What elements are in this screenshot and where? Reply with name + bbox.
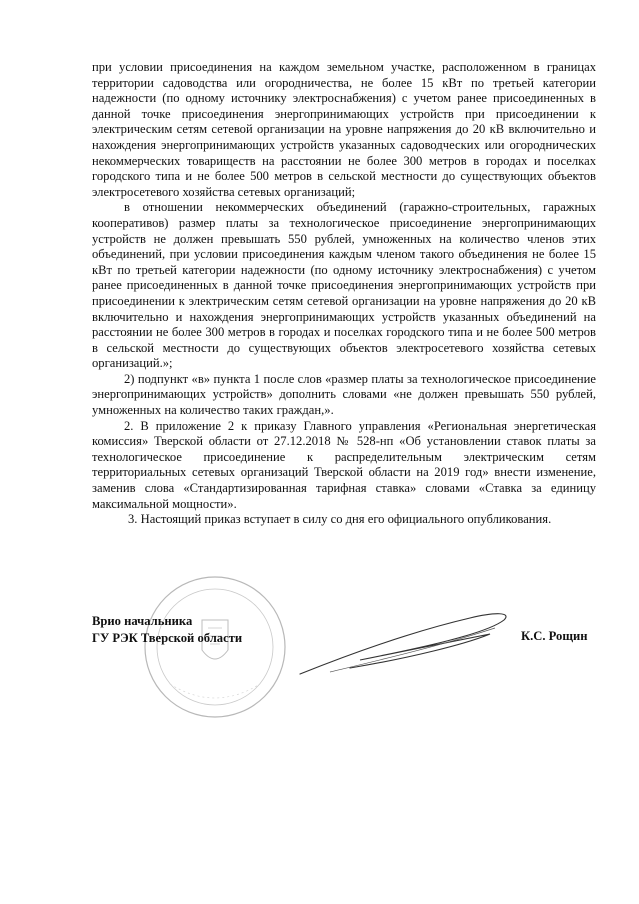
signatory-title-line2: ГУ РЭК Тверской области [92,631,243,645]
paragraph-garden-plots: при условии присоединения на каждом земельном участке, расположенном в границах территории садоводства или огородничества, не более 15 кВт по третьей категории надежности (по одному источнику электроснабжения) с учетом ранее присоединенных в данной точке присоединения энергопринимающих устройств при присоединении к электрическим сетям сетевой организации на уровне напряжения до 20 кВ включительно и нахождения энергопринимающих устройств указанных садоводческих или огороднических некоммерческих товариществ на расстоянии не более 300 метров в городах и поселках городского типа и не более 500 метров в сельской местности до существующих объектов электросетевого хозяйства сетевых организаций; [92,60,596,199]
paragraph-effective-date: 3. Настоящий приказ вступает в силу со дня его официального опубликования. [128,512,552,527]
paragraph-appendix-2: 2. В приложение 2 к приказу Главного управления «Региональная энергетическая комиссия» Тверской области от 27.12.2018 № 528-нп «Об установлении ставок платы за технологическое присоединение к распределительным электрическим сетям территориальных сетевых организаций Тверской области на 2019 год» внести изменение, заменив слова «Стандартизированная тарифная ставка» словами «Ставка за единицу максимальной мощности». [92,418,596,511]
signatory-block [92,613,242,647]
official-seal [140,572,290,722]
document-body [92,60,596,528]
paragraph-subitem-v: 2) подпункт «в» пункта 1 после слов «размер платы за технологическое присоединение энергопринимающих устройств» дополнить словами «не должен превышать 550 рублей, умноженных на количество таких граждан,». [92,371,596,418]
handwritten-signature [290,604,520,684]
signatory-name: К.С. Рощин [521,629,588,643]
paragraph-noncommercial-associations: в отношении некоммерческих объединений (гаражно-строительных, гаражных кооперативов) размер платы за технологическое присоединение энергопринимающих устройств не должен превышать 550 рублей, умноженных на количество членов этих объединений, при условии присоединения каждым членом такого объединения не более 15 кВт по третьей категории надежности (по одному источнику электроснабжения) с учетом ранее присоединенных в данной точке присоединения энергопринимающих устройств при присоединении к электрическим сетям сетевой организации на уровне напряжения до 20 кВ включительно и нахождения энергопринимающих устройств указанных объединений на расстоянии не более 300 метров в городах и поселках городского типа и не более 500 метров в сельской местности до существующих объектов электросетевого хозяйства сетевых организаций.»; [92,200,596,371]
signatory-title-line1: Врио начальника [92,614,193,628]
